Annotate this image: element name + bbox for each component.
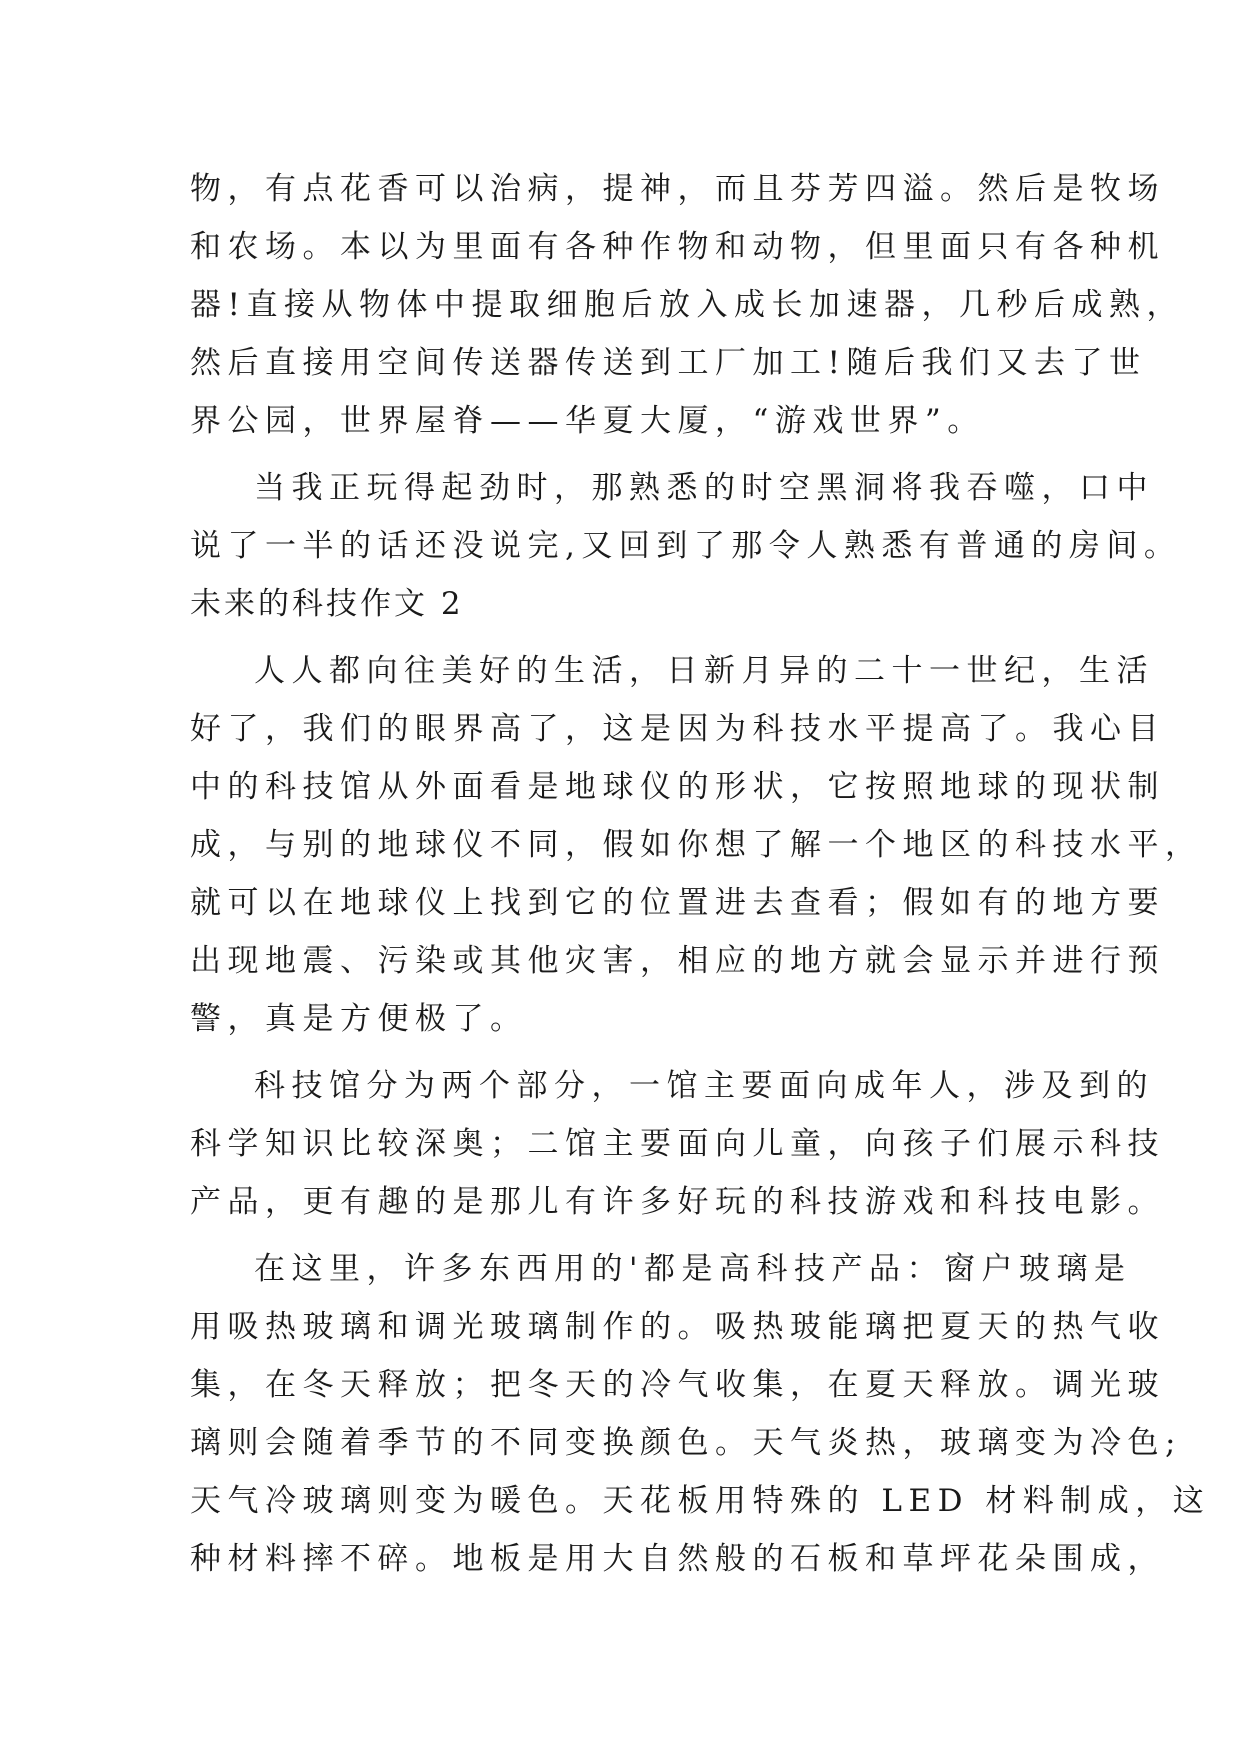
- paragraph-continued: [190, 160, 1184, 450]
- text-line: 出现地震、污染或其他灾害，相应的地方就会显示并进行预: [190, 943, 1165, 979]
- paragraph-halls: [190, 1057, 1165, 1231]
- text-line: 界公园，世界屋脊——华夏大厦，“游戏世界”。: [190, 403, 985, 439]
- paragraph-materials: [190, 1240, 1211, 1588]
- text-line: 集，在冬天释放；把冬天的冷气收集，在夏天释放。调光玻: [190, 1367, 1165, 1403]
- text-line: 和农场。本以为里面有各种作物和动物，但里面只有各种机: [190, 229, 1165, 265]
- text-line: 人人都向往美好的生活，日新月异的二十一世纪，生活: [254, 653, 1154, 689]
- text-line: 种材料摔不碎。地板是用大自然般的石板和草坪花朵围成，: [190, 1541, 1165, 1577]
- text-line: 物，有点花香可以治病，提神，而且芬芳四溢。然后是牧场: [190, 171, 1165, 207]
- text-line: 科学知识比较深奥；二馆主要面向儿童，向孩子们展示科技: [190, 1126, 1165, 1162]
- section-title: 未来的科技作文 2: [190, 586, 464, 622]
- text-line: 天气冷玻璃则变为暖色。天花板用特殊的 LED 材料制成，这: [190, 1483, 1211, 1519]
- paragraph-intro: [190, 642, 1203, 1048]
- text-line: 然后直接用空间传送器传送到工厂加工!随后我们又去了世: [190, 345, 1147, 381]
- text-line: 在这里，许多东西用的'都是高科技产品：窗户玻璃是: [254, 1251, 1132, 1287]
- text-line: 用吸热玻璃和调光玻璃制作的。吸热玻能璃把夏天的热气收: [190, 1309, 1165, 1345]
- text-line: 当我正玩得起劲时，那熟悉的时空黑洞将我吞噬，口中: [254, 470, 1154, 506]
- text-line: 产品，更有趣的是那儿有许多好玩的科技游戏和科技电影。: [190, 1184, 1165, 1220]
- text-line: 说了一半的话还没说完,又回到了那令人熟悉有普通的房间。: [190, 528, 1182, 564]
- paragraph-return: [190, 459, 1182, 575]
- text-line: 中的科技馆从外面看是地球仪的形状，它按照地球的现状制: [190, 769, 1165, 805]
- text-line: 成，与别的地球仪不同，假如你想了解一个地区的科技水平，: [190, 827, 1203, 863]
- text-line: 警，真是方便极了。: [190, 1001, 528, 1037]
- text-line: 科技馆分为两个部分，一馆主要面向成年人，涉及到的: [254, 1068, 1154, 1104]
- text-line: 好了，我们的眼界高了，这是因为科技水平提高了。我心目: [190, 711, 1165, 747]
- text-line: 就可以在地球仪上找到它的位置进去查看；假如有的地方要: [190, 885, 1165, 921]
- text-line: 璃则会随着季节的不同变换颜色。天气炎热，玻璃变为冷色;: [190, 1425, 1182, 1461]
- text-line: 器!直接从物体中提取细胞后放入成长加速器，几秒后成熟，: [190, 287, 1184, 323]
- document-body: [190, 160, 1211, 1588]
